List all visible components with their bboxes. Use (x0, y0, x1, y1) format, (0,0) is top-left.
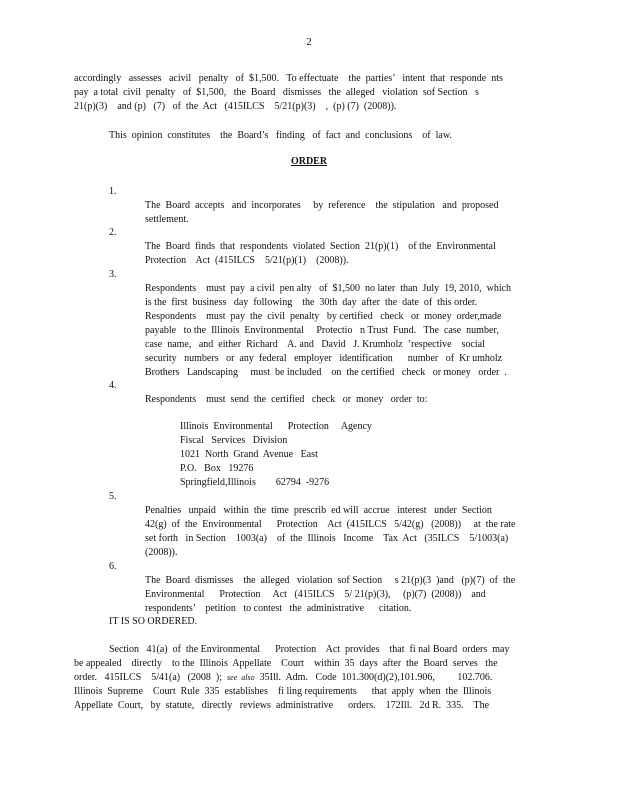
item-5-line: 42(g) of the Environmental Protection Act (415ILCS 5/42(g) (2008)) at the rate (145, 519, 516, 530)
address-line: Springfield,Illinois 62794 -9276 (180, 477, 330, 488)
item-3-line: Respondents must pay a civil pen alty of $1,500 no later than July 19, 2010, which (145, 283, 512, 294)
payment-address (180, 406, 372, 490)
item-4-line: Respondents must send the certified check or money order to: (145, 394, 428, 405)
final-line-3-post: 35Ill. Adm. Code 101.300(d)(2),101.906, 102.706. (254, 672, 493, 683)
item-number-3: 3. (109, 269, 117, 280)
order-heading: ORDER (290, 156, 328, 167)
item-6-line: The Board dismisses the alleged violation sof Section s 21(p)(3 )and (p)(7) of the (145, 575, 516, 586)
item-number-4: 4. (109, 380, 117, 391)
final-line-4: Illinois Supreme Court Rule 335 establishes fi ling requirements that apply when the Illinois (74, 686, 492, 697)
item-3-line: Brothers Landscaping must be included on the certified check or money order . (145, 367, 507, 378)
address-line: 1021 North Grand Avenue East (180, 449, 318, 460)
intro-line-3: 21(p)(3) and (p) (7) of the Act (415ILCS 5/21(p)(3) , (p) (7) (2008)). (74, 101, 397, 112)
intro-line-1: accordingly assesses acivil penalty of $1,500. To effectuate the parties’ intent that responde nts (74, 73, 503, 84)
item-6-line: respondents’ petition to contest the administrative citation. (145, 603, 412, 614)
item-3-line: security numbers or any federal employer identification number of Kr umholz (145, 353, 503, 364)
item-2-line: Protection Act (415ILCS 5/21(p)(1) (2008)). (145, 255, 349, 266)
item-number-1: 1. (109, 186, 117, 197)
item-5-line: (2008)). (145, 547, 178, 558)
item-text-1 (145, 185, 499, 227)
item-5-line: set forth in Section 1003(a) of the Illinois Income Tax Act (35ILCS 5/1003(a) (145, 533, 509, 544)
item-1-line: settlement. (145, 214, 189, 225)
address-line: P.O. Box 19276 (180, 463, 254, 474)
item-2-line: The Board finds that respondents violated Section 21(p)(1) of the Environmental (145, 241, 496, 252)
item-text-3 (145, 268, 511, 380)
final-line-2: be appealed directly to the Illinois Appellate Court within 35 days after the Board serves the (74, 658, 498, 669)
item-3-line: payable to the Illinois Environmental Protectio n Trust Fund. The case number, (145, 325, 499, 336)
address-line: Fiscal Services Division (180, 435, 288, 446)
item-5-line: Penalties unpaid within the time prescrib ed will accrue interest under Section (145, 505, 492, 516)
final-line-3-pre: order. 415ILCS 5/41(a) (2008 ); (74, 672, 228, 683)
address-line: Illinois Environmental Protection Agency (180, 421, 372, 432)
final-line-1: Section 41(a) of the Environmental Protection Act provides that fi nal Board orders may (109, 644, 510, 655)
item-6-line: Environmental Protection Act (415ILCS 5/ 21(p)(3), (p)(7) (2008)) and (145, 589, 486, 600)
item-number-5: 5. (109, 491, 117, 502)
final-line-3 (74, 671, 492, 685)
item-3-line: Respondents must pay the civil penalty by certified check or money order,made (145, 311, 502, 322)
item-text-2 (145, 226, 496, 268)
item-text-6 (145, 560, 515, 616)
intro-line-2: pay a total civil penalty of $1,500, the Board dismisses the alleged violation sof Section s (74, 87, 479, 98)
see-also-italic: see also (227, 673, 255, 682)
final-line-5: Appellate Court, by statute, directly reviews administrative orders. 172Ill. 2d R. 335. The (74, 700, 490, 711)
item-3-line: case name, and either Richard A. and David J. Krumholz ’respective social (145, 339, 485, 350)
item-1-line: The Board accepts and incorporates by reference the stipulation and proposed (145, 200, 499, 211)
item-3-line: is the first business day following the 30th day after the date of this order. (145, 297, 478, 308)
item-number-6: 6. (109, 561, 117, 572)
page-number: 2 (306, 36, 312, 48)
item-number-2: 2. (109, 227, 117, 238)
opinion-sentence: This opinion constitutes the Board’s finding of fact and conclusions of law. (109, 130, 452, 141)
so-ordered: IT IS SO ORDERED. (109, 616, 198, 627)
item-text-4 (145, 379, 427, 407)
item-text-5 (145, 490, 515, 560)
